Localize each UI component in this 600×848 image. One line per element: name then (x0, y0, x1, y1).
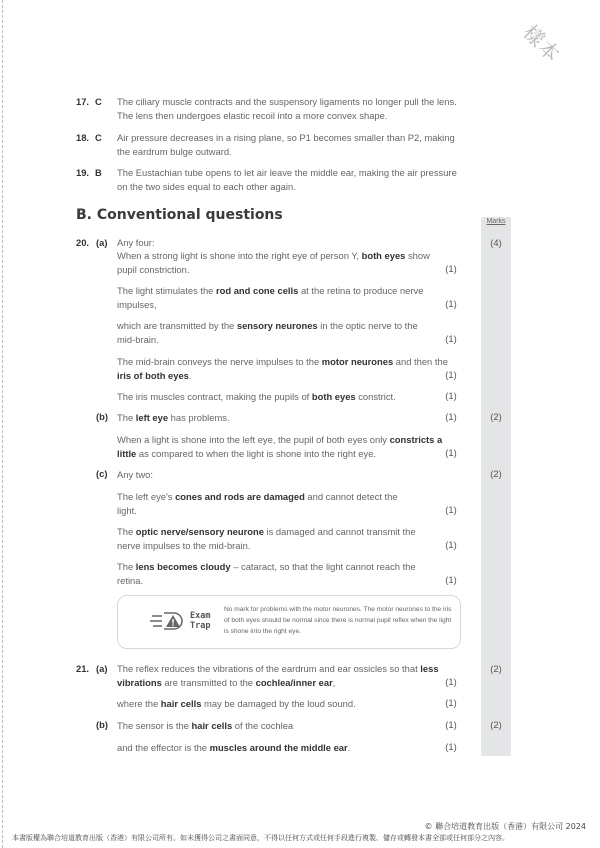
answer-letter: B (95, 167, 102, 178)
answer-explanation: Air pressure decreases in a rising plane, so P1 becomes smaller than P2, making the eardrum bulge outward. (117, 132, 455, 157)
answer-point: The left eye's cones and rods are damaged and cannot detect the light. (117, 491, 398, 516)
footer-copyright-notice: 本書版權為聯合培道教育出版（香港）有限公司所有。如未獲得公司之書面同意，不得以任何方式或任何手段進行複製、儲存或轉發本書全部或任何部分之內容。 (12, 834, 509, 842)
part-label-21b: (b) (96, 719, 108, 730)
point-mark: (1) (445, 741, 457, 752)
intro-20c: Any two: (117, 469, 153, 480)
answer-letter: C (95, 96, 102, 107)
point-mark: (1) (445, 390, 457, 401)
marks-column (481, 217, 511, 756)
answer-point: which are transmitted by the sensory neurones in the optic nerve to the mid-brain. (117, 320, 418, 345)
part-label-20c: (c) (96, 468, 108, 479)
part-label-21a: (a) (96, 663, 108, 674)
answer-point: When a strong light is shone into the right eye of person Y, both eyes show pupil constriction. (117, 250, 430, 275)
point-mark: (1) (445, 676, 457, 687)
mc-answer-19 (76, 166, 466, 193)
mc-answer-17 (76, 95, 466, 122)
exam-trap-text: No mark for problems with the motor neurones. The motor neurones to the iris of both eyes should be normal since there is normal pupil reflex when the light is shone into the right eye. (224, 606, 452, 635)
answer-point: The iris muscles contract, making the pupils of both eyes constrict. (117, 391, 396, 402)
point-mark: (1) (445, 504, 457, 515)
answer-point: The lens becomes cloudy – cataract, so that the light cannot reach the retina. (117, 561, 416, 586)
question-number: 19. (76, 167, 90, 178)
sample-watermark: 樣本 (518, 20, 566, 67)
point-mark: (1) (445, 719, 457, 730)
answer-explanation: The Eustachian tube opens to let air leave the middle ear, making the air pressure on the two sides equal to each other again. (117, 167, 457, 192)
point-mark: (1) (445, 411, 457, 422)
answer-point: The mid-brain conveys the nerve impulses to the motor neurones and then the iris of both eyes. (117, 356, 448, 381)
exam-trap-label: Exam Trap (190, 611, 211, 631)
question-number: 17. (76, 96, 90, 107)
part-label-20a: (a) (96, 237, 108, 248)
answer-point: where the hair cells may be damaged by the loud sound. (117, 698, 356, 709)
mc-answer-18 (76, 131, 466, 158)
answer-explanation: The ciliary muscle contracts and the suspensory ligaments no longer pull the lens. The lens then undergoes elastic recoil into a more convex shape. (117, 96, 457, 121)
marks-total-21b: (2) (490, 719, 502, 730)
point-mark: (1) (445, 333, 457, 344)
point-mark: (1) (445, 539, 457, 550)
answer-point: The left eye has problems. (117, 412, 230, 423)
question-number-20: 20. (76, 237, 90, 248)
question-number: 18. (76, 132, 90, 143)
answer-point: The light stimulates the rod and cone cells at the retina to produce nerve impulses, (117, 285, 424, 310)
answer-point: The optic nerve/sensory neurone is damaged and cannot transmit the nerve impulses to the mid-brain. (117, 526, 416, 551)
intro-20a: Any four: (117, 237, 155, 248)
answer-point: The sensor is the hair cells of the cochlea (117, 720, 294, 731)
question-number-21: 21. (76, 663, 90, 674)
marks-total-20a: (4) (490, 237, 502, 248)
point-mark: (1) (445, 263, 457, 274)
point-mark: (1) (445, 298, 457, 309)
point-mark: (1) (445, 447, 457, 458)
warning-speed-icon (150, 610, 186, 632)
point-mark: (1) (445, 697, 457, 708)
marks-total-20c: (2) (490, 468, 502, 479)
marks-total-20b: (2) (490, 411, 502, 422)
part-label-20b: (b) (96, 411, 108, 422)
answer-point: and the effector is the muscles around the middle ear. (117, 742, 351, 753)
marks-header: Marks (486, 218, 506, 225)
answer-letter: C (95, 132, 102, 143)
point-mark: (1) (445, 574, 457, 585)
answer-point: The reflex reduces the vibrations of the eardrum and ear ossicles so that less vibrations are transmitted to the cochlea/inner ear, (117, 663, 439, 688)
exam-trap-box (117, 595, 461, 649)
section-title: B. Conventional questions (76, 207, 283, 223)
marks-total-21a: (2) (490, 663, 502, 674)
point-mark: (1) (445, 369, 457, 380)
answer-point: When a light is shone into the left eye, the pupil of both eyes only constricts a little as compared to when the light is shone into the right eye. (117, 434, 443, 459)
page-edge-dashed-line (2, 0, 3, 848)
footer-copyright: © 聯合培道教育出版（香港）有限公司 2024 (424, 822, 586, 831)
